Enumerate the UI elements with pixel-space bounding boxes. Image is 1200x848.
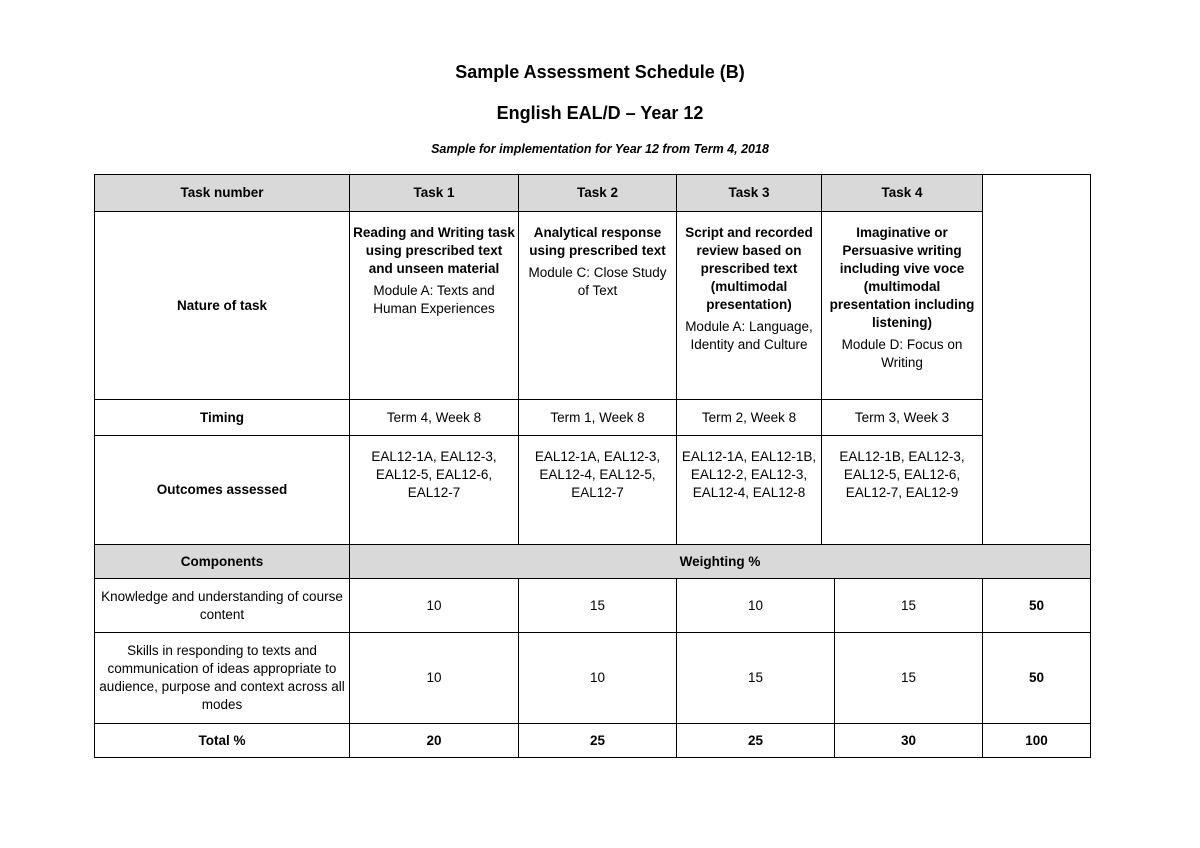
nature-label: Nature of task — [95, 212, 350, 400]
component-value: 15 — [677, 633, 835, 724]
total-value: 30 — [835, 724, 983, 758]
component-value: 10 — [350, 579, 519, 633]
nature-task-2-title: Analytical response using prescribed text — [529, 225, 666, 258]
outcomes-task-1: EAL12-1A, EAL12-3, EAL12-5, EAL12-6, EAL12-7 — [350, 436, 519, 545]
nature-task-3-module: Module A: Language, Identity and Culture — [685, 319, 813, 352]
component-value: 10 — [519, 633, 677, 724]
timing-task-2: Term 1, Week 8 — [519, 400, 677, 436]
task-1-header: Task 1 — [350, 175, 519, 212]
total-value: 25 — [519, 724, 677, 758]
component-value: 15 — [835, 579, 983, 633]
nature-task-2 — [519, 212, 677, 400]
nature-task-4-title: Imaginative or Persuasive writing including vive voce (multimodal presentation including listening) — [829, 225, 975, 330]
component-total: 50 — [983, 579, 1091, 633]
task-3-header: Task 3 — [677, 175, 822, 212]
task-4-header: Task 4 — [822, 175, 983, 212]
outcomes-task-4: EAL12-1B, EAL12-3, EAL12-5, EAL12-6, EAL12-7, EAL12-9 — [822, 436, 983, 545]
component-value: 10 — [677, 579, 835, 633]
grand-total: 100 — [983, 724, 1091, 758]
component-row — [95, 633, 1091, 724]
outcomes-row — [95, 436, 1091, 545]
blank-right-cell — [983, 175, 1091, 545]
nature-task-1 — [350, 212, 519, 400]
nature-task-4 — [822, 212, 983, 400]
outcomes-task-3: EAL12-1A, EAL12-1B, EAL12-2, EAL12-3, EAL12-4, EAL12-8 — [677, 436, 822, 545]
timing-row — [95, 400, 1091, 436]
task-header-row — [95, 175, 1091, 212]
timing-task-3: Term 2, Week 8 — [677, 400, 822, 436]
components-header: Components — [95, 545, 350, 579]
component-total: 50 — [983, 633, 1091, 724]
outcomes-task-2: EAL12-1A, EAL12-3, EAL12-4, EAL12-5, EAL12-7 — [519, 436, 677, 545]
nature-task-4-module: Module D: Focus on Writing — [841, 337, 963, 370]
component-label: Skills in responding to texts and communication of ideas appropriate to audience, purpose and context across all modes — [95, 633, 350, 724]
nature-task-3-title: Script and recorded review based on prescribed text (multimodal presentation) — [685, 225, 813, 312]
assessment-schedule-table — [94, 174, 1091, 758]
component-label: Knowledge and understanding of course content — [95, 579, 350, 633]
total-value: 20 — [350, 724, 519, 758]
nature-task-3 — [677, 212, 822, 400]
nature-row — [95, 212, 1091, 400]
total-label: Total % — [95, 724, 350, 758]
outcomes-label: Outcomes assessed — [95, 436, 350, 545]
nature-task-1-module: Module A: Texts and Human Experiences — [373, 283, 495, 316]
weighting-header: Weighting % — [350, 545, 1091, 579]
task-number-header: Task number — [95, 175, 350, 212]
total-row — [95, 724, 1091, 758]
nature-task-1-title: Reading and Writing task using prescribed text and unseen material — [353, 225, 515, 276]
component-row — [95, 579, 1091, 633]
document-subtitle: Sample for implementation for Year 12 from Term 4, 2018 — [431, 142, 769, 156]
component-value: 10 — [350, 633, 519, 724]
task-2-header: Task 2 — [519, 175, 677, 212]
document-title: Sample Assessment Schedule (B) — [455, 62, 745, 82]
timing-task-1: Term 4, Week 8 — [350, 400, 519, 436]
components-header-row — [95, 545, 1091, 579]
timing-label: Timing — [95, 400, 350, 436]
component-value: 15 — [519, 579, 677, 633]
nature-task-2-module: Module C: Close Study of Text — [528, 265, 667, 298]
total-value: 25 — [677, 724, 835, 758]
component-value: 15 — [835, 633, 983, 724]
document-subject: English EAL/D – Year 12 — [496, 103, 704, 123]
timing-task-4: Term 3, Week 3 — [822, 400, 983, 436]
